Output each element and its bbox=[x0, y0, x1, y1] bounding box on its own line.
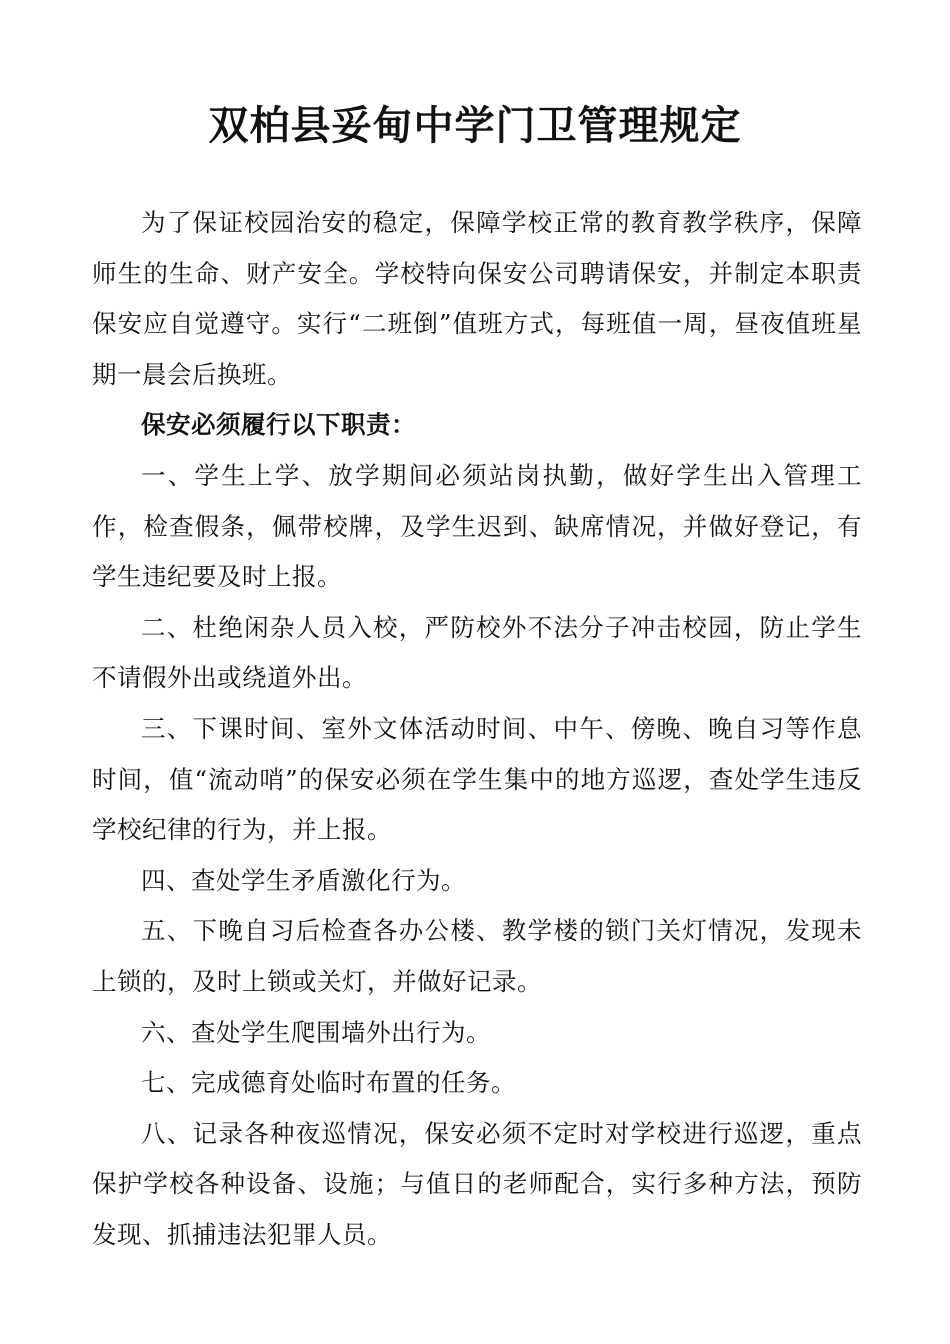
intro-paragraph: 为了保证校园治安的稳定，保障学校正常的教育教学秩序，保障师生的生命、财产安全。学校特向保安公司聘请保安，并制定本职责保安应自觉遵守。实行“二班倒”值班方式，每班值一周，昼夜值班星期一晨会后换班。 bbox=[92, 208, 862, 389]
duty-item-3: 三、下课时间、室外文体活动时间、中午、傍晚、晚自习等作息时间，值“流动哨”的保安必须在学生集中的地方巡逻，查处学生违反学校纪律的行为，并上报。 bbox=[92, 713, 862, 845]
duty-item-8: 八、记录各种夜巡情况，保安必须不定时对学校进行巡逻，重点保护学校各种设备、设施；与值日的老师配合，实行多种方法，预防发现、抓捕违法犯罪人员。 bbox=[92, 1118, 862, 1249]
document-title: 双柏县妥甸中学门卫管理规定 bbox=[208, 102, 742, 149]
duty-item-7: 七、完成德育处临时布置的任务。 bbox=[141, 1068, 516, 1098]
document-body bbox=[92, 198, 862, 1260]
duty-item-5: 五、下晚自习后检查各办公楼、教学楼的锁门关灯情况，发现未上锁的，及时上锁或关灯，并做好记录。 bbox=[92, 916, 862, 996]
duty-item-1: 一、学生上学、放学期间必须站岗执勤，做好学生出入管理工作，检查假条，佩带校牌，及学生迟到、缺席情况，并做好登记，有学生违纪要及时上报。 bbox=[92, 460, 862, 592]
duty-item-4: 四、查处学生矛盾激化行为。 bbox=[141, 865, 466, 895]
duty-item-2: 二、杜绝闲杂人员入校，严防校外不法分子冲击校园，防止学生不请假外出或绕道外出。 bbox=[92, 612, 862, 693]
duties-heading: 保安必须履行以下职责： bbox=[141, 410, 416, 440]
duty-item-6: 六、查处学生爬围墙外出行为。 bbox=[141, 1017, 491, 1047]
